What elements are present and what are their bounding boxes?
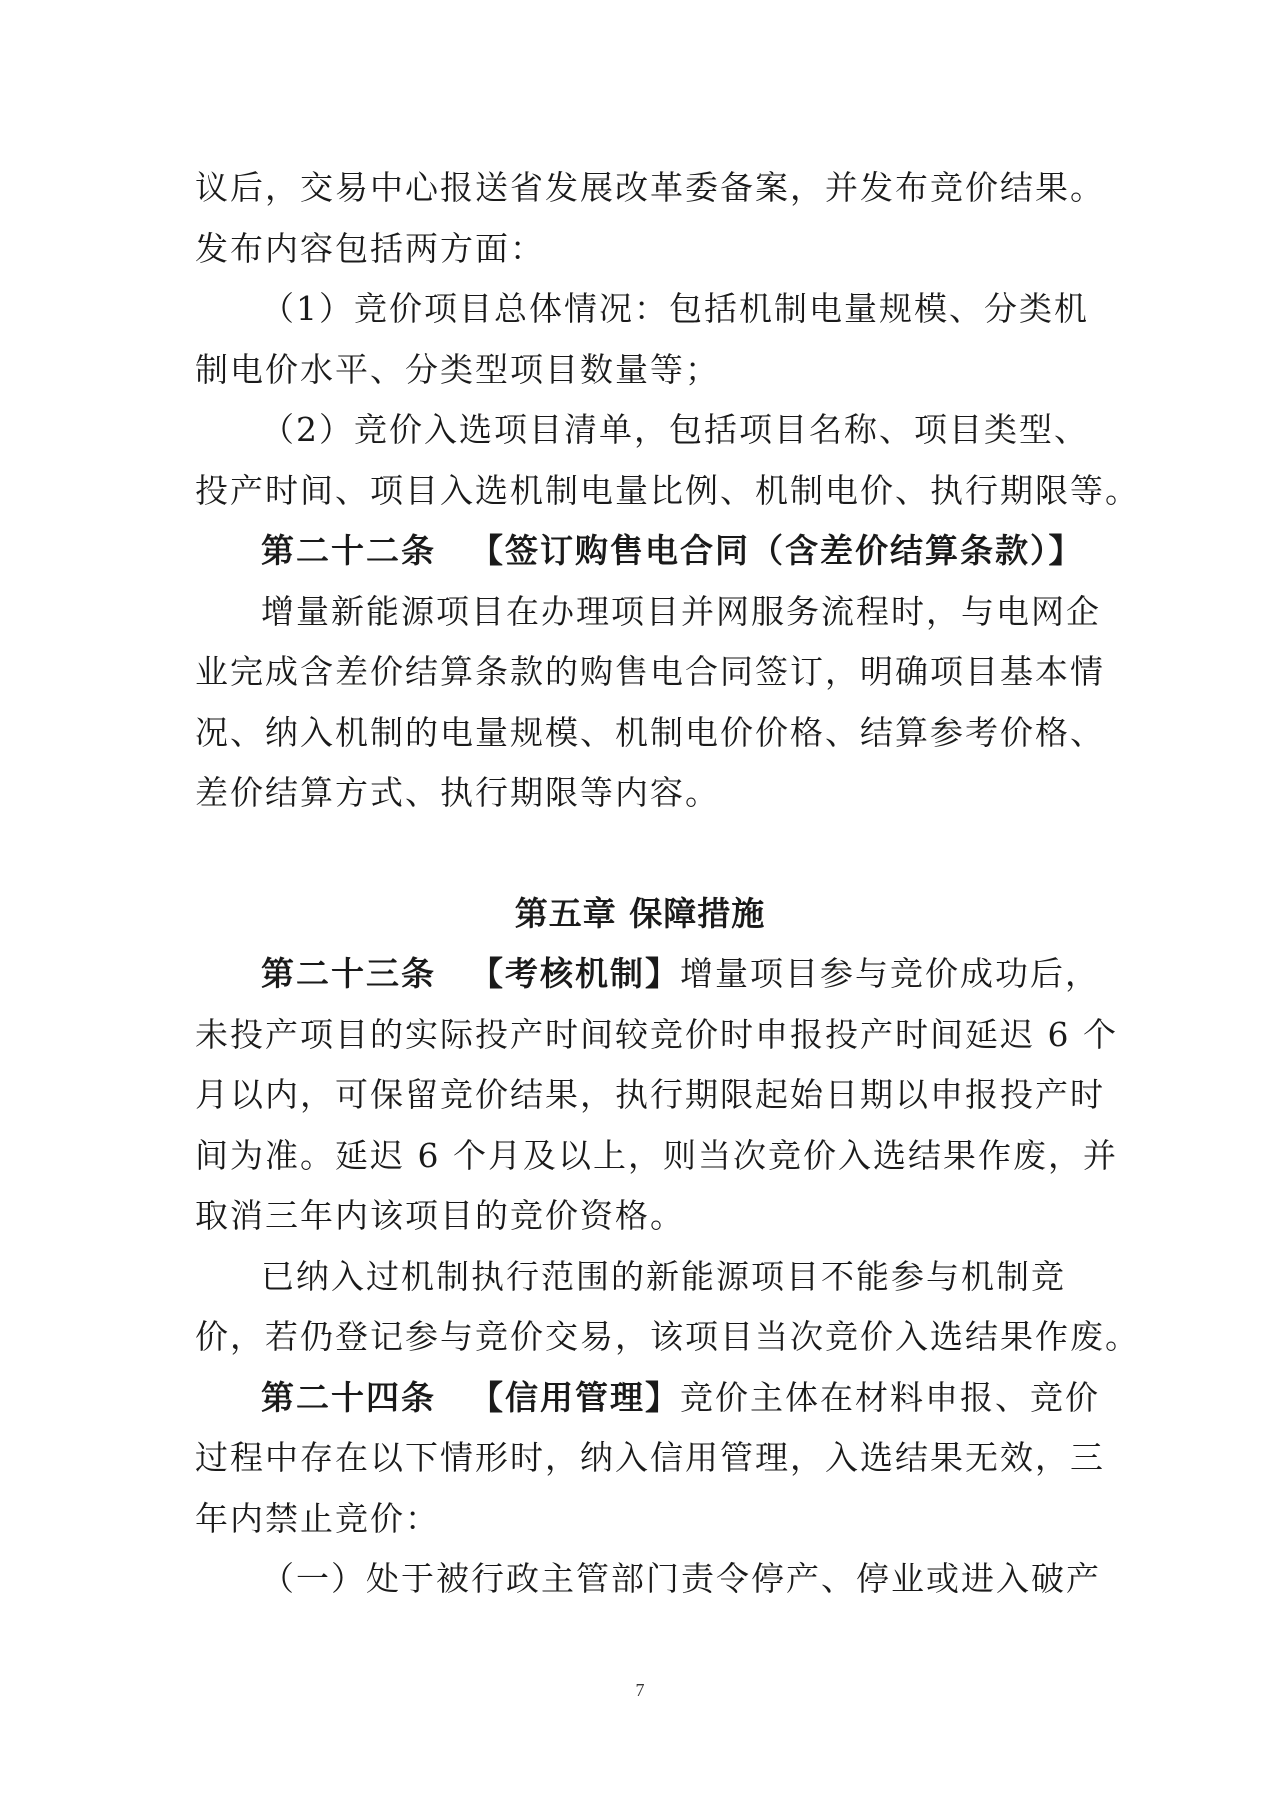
text-line: 已纳入过机制执行范围的新能源项目不能参与机制竞 — [261, 1256, 1066, 1296]
text-line: 间为准。延迟 6 个月及以上，则当次竞价入选结果作废，并 — [195, 1135, 1118, 1175]
text-line: （1）竞价项目总体情况：包括机制电量规模、分类机 — [261, 289, 1089, 328]
article-24-heading — [195, 1368, 1100, 1429]
chapter-title: 第五章 保障措施 — [514, 893, 766, 933]
text-line: 增量新能源项目在办理项目并网服务流程时，与电网企 — [261, 591, 1101, 631]
text-line: （一）处于被行政主管部门责令停产、停业或进入破产 — [261, 1559, 1101, 1598]
text-line: 过程中存在以下情形时，纳入信用管理，入选结果无效，三 — [195, 1438, 1105, 1477]
article-title: 【考核机制】 — [470, 954, 680, 993]
text-line: 业完成含差价结算条款的购售电合同签订，明确项目基本情 — [195, 652, 1105, 691]
article-number: 第二十三条 — [261, 954, 436, 993]
text-line: 况、纳入机制的电量规模、机制电价价格、结算参考价格、 — [195, 712, 1105, 752]
page-number: 7 — [635, 1680, 645, 1700]
text-line: 议后，交易中心报送省发展改革委备案，并发布竞价结果。 — [195, 168, 1105, 207]
text-line: 发布内容包括两方面： — [195, 228, 545, 268]
text-line: 月以内，可保留竞价结果，执行期限起始日期以申报投产时 — [195, 1075, 1105, 1114]
article-number: 第二十二条 — [261, 531, 436, 570]
article-text: 增量项目参与竞价成功后， — [680, 954, 1100, 993]
text-line: （2）竞价入选项目清单，包括项目名称、项目类型、 — [261, 410, 1089, 449]
text-line: 取消三年内该项目的竞价资格。 — [195, 1196, 685, 1235]
text-line: 投产时间、项目入选机制电量比例、机制电价、执行期限等。 — [195, 470, 1140, 510]
article-23-heading — [195, 944, 1100, 1005]
section-gap — [195, 824, 1085, 884]
article-title: 【信用管理】 — [470, 1377, 680, 1417]
text-line: 制电价水平、分类型项目数量等； — [195, 349, 720, 389]
text-line: 未投产项目的实际投产时间较竞价时申报投产时间延迟 6 个 — [195, 1014, 1118, 1054]
text-line: 价，若仍登记参与竞价交易，该项目当次竞价入选结果作废。 — [195, 1317, 1140, 1356]
document-body — [195, 158, 1140, 1610]
text-line: 年内禁止竞价： — [195, 1498, 440, 1538]
article-text: 竞价主体在材料申报、竞价 — [680, 1377, 1100, 1417]
article-number: 第二十四条 — [261, 1377, 436, 1417]
article-title: 【签订购售电合同（含差价结算条款）】 — [470, 531, 1084, 570]
article-22-heading — [195, 521, 1085, 582]
text-line: 差价结算方式、执行期限等内容。 — [195, 773, 720, 812]
